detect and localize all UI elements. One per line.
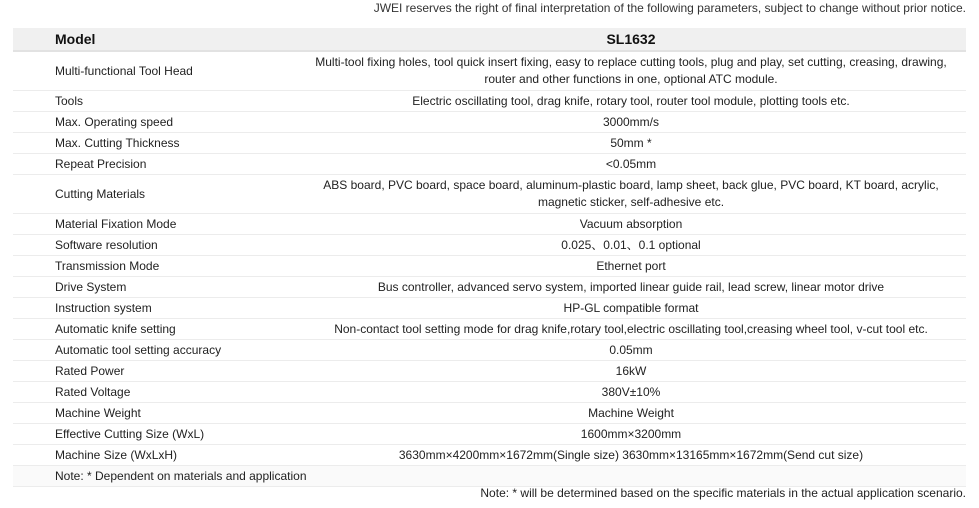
table-row [13,133,966,154]
table-row [13,424,966,445]
header-model-name: SL1632 [296,28,966,51]
spec-value: Electric oscillating tool, drag knife, rotary tool, router tool module, plotting tools etc. [296,91,966,112]
spec-value: Machine Weight [296,403,966,424]
table-row [13,403,966,424]
spec-value: HP-GL compatible format [296,298,966,319]
spec-label: Max. Cutting Thickness [13,133,296,154]
table-row [13,298,966,319]
spec-label: Instruction system [13,298,296,319]
spec-value: 50mm * [296,133,966,154]
spec-value: 3000mm/s [296,112,966,133]
spec-label: Machine Size (WxLxH) [13,445,296,466]
spec-value: <0.05mm [296,154,966,175]
spec-label: Tools [13,91,296,112]
spec-label: Repeat Precision [13,154,296,175]
table-row [13,340,966,361]
spec-label: Automatic tool setting accuracy [13,340,296,361]
header-model: Model [13,28,296,51]
spec-table-body [13,51,966,487]
spec-table [13,28,966,487]
spec-label: Effective Cutting Size (WxL) [13,424,296,445]
table-header-row [13,28,966,51]
table-row [13,382,966,403]
spec-label: Rated Voltage [13,382,296,403]
spec-label: Max. Operating speed [13,112,296,133]
disclaimer-note: JWEI reserves the right of final interpretation of the following parameters, subject to change without prior notice. [373,1,966,15]
spec-label: Machine Weight [13,403,296,424]
table-row [13,91,966,112]
spec-label: Automatic knife setting [13,319,296,340]
table-row [13,235,966,256]
table-row [13,214,966,235]
spec-label: Cutting Materials [13,175,296,214]
spec-label: Multi-functional Tool Head [13,51,296,91]
table-row [13,154,966,175]
spec-value: Non-contact tool setting mode for drag knife,rotary tool,electric oscillating tool,creasing wheel tool, v-cut tool etc. [296,319,966,340]
table-row [13,445,966,466]
spec-value: ABS board, PVC board, space board, aluminum-plastic board, lamp sheet, back glue, PVC board, KT board, acrylic, magnetic sticker, self-adhesive etc. [296,175,966,214]
spec-label: Drive System [13,277,296,298]
spec-value: 380V±10% [296,382,966,403]
spec-label: Material Fixation Mode [13,214,296,235]
spec-value: 1600mm×3200mm [296,424,966,445]
spec-label: Software resolution [13,235,296,256]
table-row [13,319,966,340]
table-row [13,112,966,133]
spec-value: 0.025、0.01、0.1 optional [296,235,966,256]
spec-value: Ethernet port [296,256,966,277]
application-note: Note: * will be determined based on the specific materials in the actual application scenario. [480,486,966,500]
spec-value: 3630mm×4200mm×1672mm(Single size) 3630mm×13165mm×1672mm(Send cut size) [296,445,966,466]
spec-value: Multi-tool fixing holes, tool quick insert fixing, easy to replace cutting tools, plug and play, set cutting, creasing, drawing, router and other functions in one, optional ATC module. [296,51,966,91]
spec-label: Rated Power [13,361,296,382]
spec-label: Transmission Mode [13,256,296,277]
table-row [13,277,966,298]
table-row [13,175,966,214]
spec-value: 0.05mm [296,340,966,361]
table-row [13,256,966,277]
table-footnote: Note: * Dependent on materials and application [13,466,966,487]
table-row [13,361,966,382]
table-row [13,51,966,91]
spec-value: 16kW [296,361,966,382]
spec-value: Bus controller, advanced servo system, imported linear guide rail, lead screw, linear motor drive [296,277,966,298]
spec-value: Vacuum absorption [296,214,966,235]
